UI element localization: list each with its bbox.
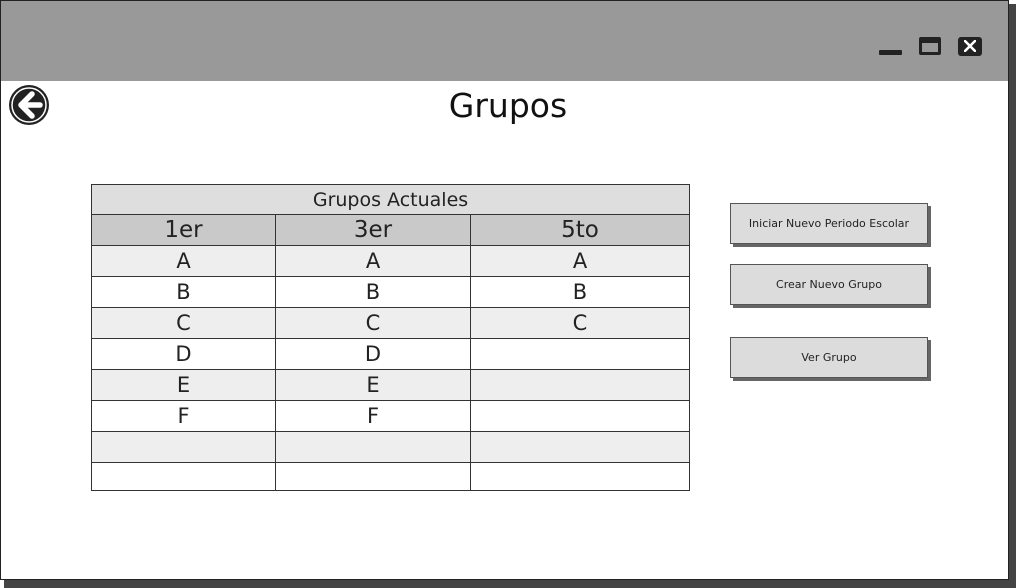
- table-cell: C: [471, 308, 690, 339]
- table-cell: E: [92, 370, 276, 401]
- page-title: Grupos: [448, 86, 568, 125]
- table-row[interactable]: [92, 463, 690, 491]
- column-header-3er: 3er: [276, 215, 471, 246]
- table-cell: E: [276, 370, 471, 401]
- table-cell: B: [471, 277, 690, 308]
- column-header-1er: 1er: [92, 215, 276, 246]
- table-cell: [471, 432, 690, 463]
- table-cell: [276, 463, 471, 491]
- table-cell: [276, 432, 471, 463]
- create-group-button[interactable]: Crear Nuevo Grupo: [730, 264, 928, 305]
- table-cell: A: [471, 246, 690, 277]
- new-school-period-button[interactable]: Iniciar Nuevo Periodo Escolar: [730, 203, 928, 244]
- table-cell: D: [92, 339, 276, 370]
- table-cell: C: [276, 308, 471, 339]
- table-caption: Grupos Actuales: [92, 185, 690, 215]
- table-row[interactable]: [92, 308, 690, 339]
- table-cell: [471, 463, 690, 491]
- table-cell: [471, 339, 690, 370]
- table-cell: D: [276, 339, 471, 370]
- table-row[interactable]: [92, 401, 690, 432]
- table-cell: A: [276, 246, 471, 277]
- table-cell: B: [276, 277, 471, 308]
- table-row[interactable]: [92, 432, 690, 463]
- minimize-button[interactable]: [878, 35, 902, 57]
- close-button[interactable]: [958, 35, 982, 57]
- table-cell: [471, 401, 690, 432]
- table-cell: C: [92, 308, 276, 339]
- table-cell: B: [92, 277, 276, 308]
- maximize-button[interactable]: [919, 35, 943, 57]
- table-cell: [471, 370, 690, 401]
- view-group-button[interactable]: Ver Grupo: [730, 337, 928, 378]
- table-row[interactable]: [92, 339, 690, 370]
- table-row[interactable]: [92, 246, 690, 277]
- column-header-5to: 5to: [471, 215, 690, 246]
- table-cell: A: [92, 246, 276, 277]
- table-cell: F: [276, 401, 471, 432]
- table-row[interactable]: [92, 370, 690, 401]
- table-cell: [92, 463, 276, 491]
- table-cell: [92, 432, 276, 463]
- table-cell: F: [92, 401, 276, 432]
- title-bar: [1, 1, 1008, 81]
- table-row[interactable]: [92, 277, 690, 308]
- groups-table: [91, 184, 689, 491]
